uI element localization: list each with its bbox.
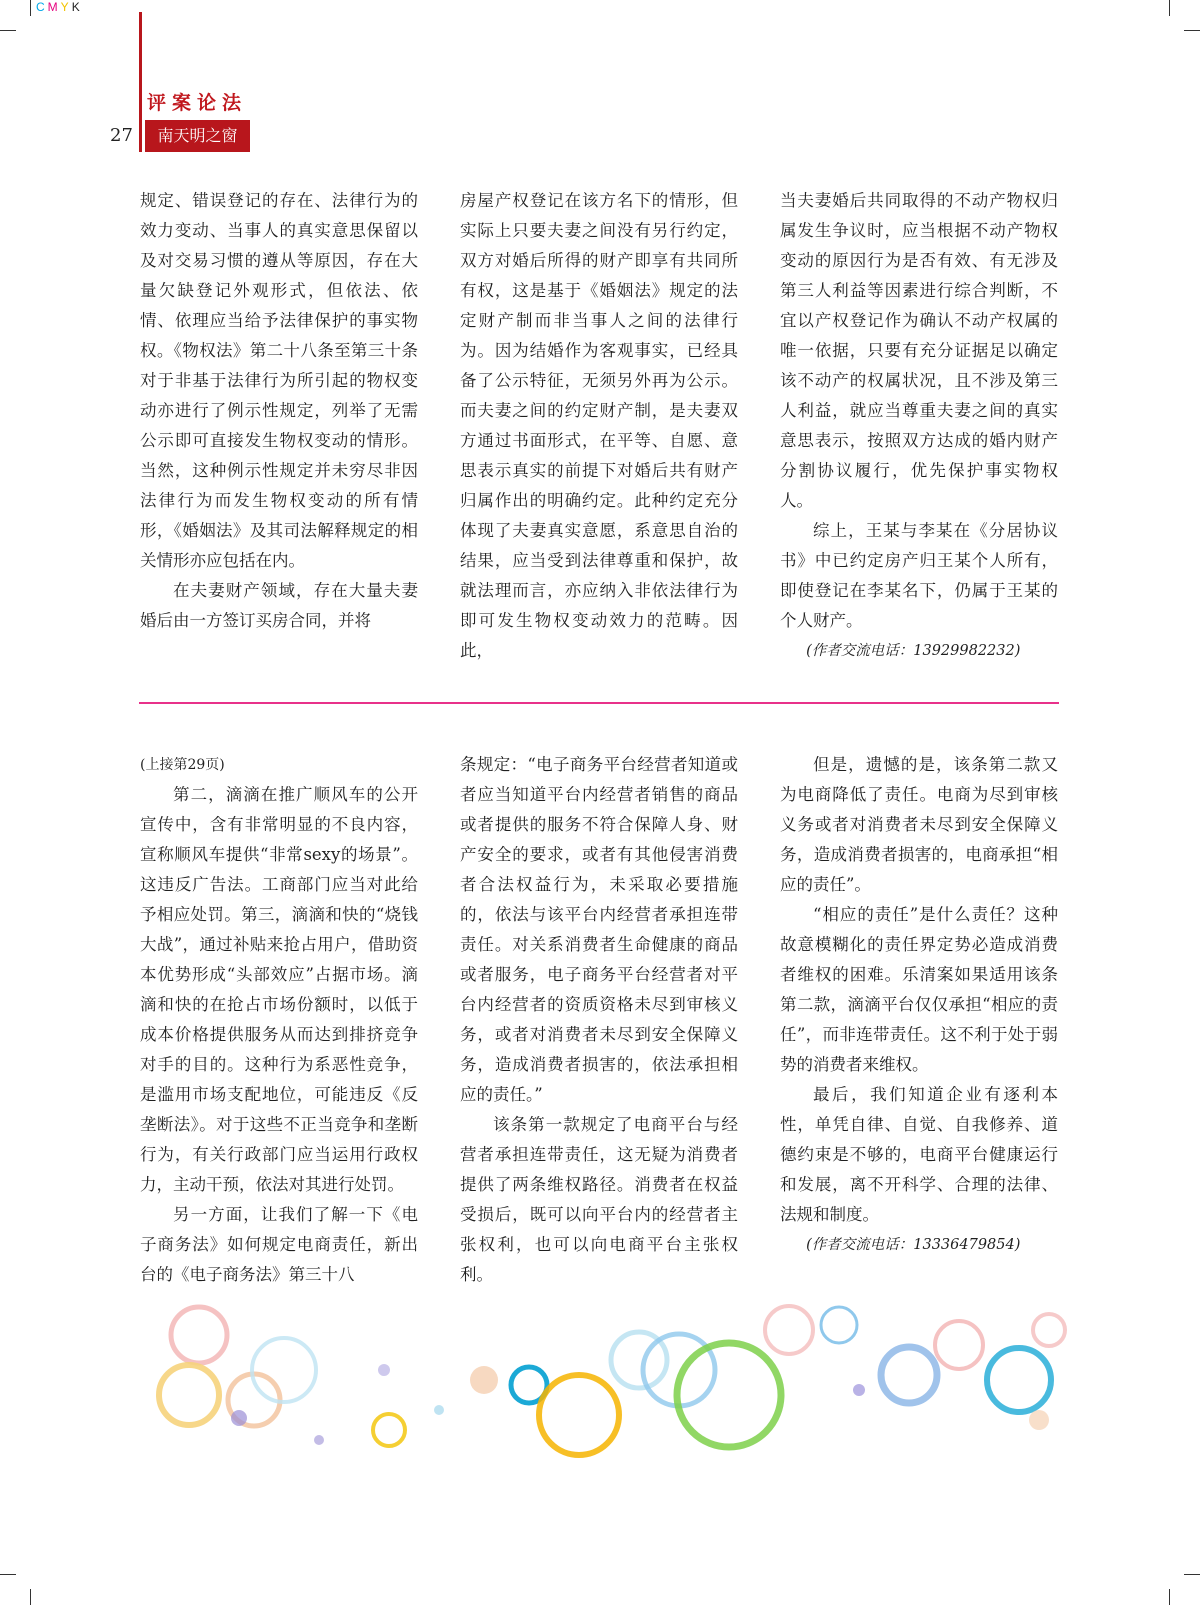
crop-mark: [30, 1589, 31, 1605]
article2-column-3: [780, 750, 1058, 1260]
paragraph: 条规定：“电子商务平台经营者知道或者应当知道平台内经营者销售的商品或者提供的服务不符合保障人身、财产安全的要求，或者有其他侵害消费者合法权益行为，未采取必要措施的，依法与该平台内经营者承担连带责任。对关系消费者生命健康的商品或者服务，电子商务平台经营者对平台内经营者的资质资格未尽到审核义务，或者对消费者未尽到安全保障义务，造成消费者损害的，依法承担相应的责任。”: [460, 755, 738, 1104]
paragraph: 房屋产权登记在该方名下的情形，但实际上只要夫妻之间没有另行约定，双方对婚后所得的财产即享有共同所有权，这是基于《婚姻法》规定的法定财产制而非当事人之间的法律行为。因为结婚作为客观事实，已经具备了公示特征，无须另外再为公示。而夫妻之间的约定财产制，是夫妻双方通过书面形式，在平等、自愿、意思表示真实的前提下对婚后共有财产归属作出的明确约定。此种约定充分体现了夫妻真实意愿，系意思自治的结果，应当受到法律尊重和保护，故就法理而言，亦应纳入非依法律行为即可发生物权变动效力的范畴。因此，: [460, 191, 738, 660]
crop-mark: [1169, 1589, 1170, 1605]
section-title: 评案论法: [147, 92, 248, 114]
decorative-circles-graphic: [139, 1300, 1067, 1470]
paragraph: 但是，遗憾的是，该条第二款又为电商降低了责任。电商为尽到审核义务或者对消费者未尽到安全保障义务，造成消费者损害的，电商承担“相应的责任”。: [780, 755, 1058, 894]
column-name-badge: 南天明之窗: [145, 120, 250, 152]
paragraph: 规定、错误登记的存在、法律行为的效力变动、当事人的真实意思保留以及对交易习惯的遵从等原因，存在大量欠缺登记外观形式，但依法、依情、依理应当给予法律保护的事实物权。《物权法》第二十八条至第三十条对于非基于法律行为所引起的物权变动亦进行了例示性规定，列举了无需公示即可直接发生物权变动的情形。当然，这种例示性规定并未穷尽非因法律行为而发生物权变动的所有情形，《婚姻法》及其司法解释规定的相关情形亦应包括在内。: [140, 191, 418, 570]
page-number: 27: [110, 125, 133, 146]
paragraph: “相应的责任”是什么责任？这种故意模糊化的责任界定势必造成消费者维权的困难。乐清案如果适用该条第二款，滴滴平台仅仅承担“相应的责任”，而非连带责任。这不利于处于弱势的消费者来维权。: [780, 905, 1058, 1074]
article2-column-1: [140, 750, 418, 1290]
paragraph: 该条第一款规定了电商平台与经营者承担连带责任，这无疑为消费者提供了两条维权路径。消费者在权益受损后，既可以向平台内的经营者主张权利，也可以向电商平台主张权利。: [460, 1115, 738, 1284]
crop-mark: [0, 1574, 16, 1575]
paragraph: 最后，我们知道企业有逐利本性，单凭自律、自觉、自我修养、道德约束是不够的，电商平台健康运行和发展，离不开科学、合理的法律、法规和制度。: [780, 1085, 1058, 1224]
article1-column-3: [780, 186, 1058, 666]
crop-mark: [1169, 0, 1170, 16]
crop-mark: [30, 0, 31, 16]
crop-mark: [1184, 30, 1200, 31]
article1-column-1: [140, 186, 418, 636]
header-red-bar: [139, 12, 142, 152]
paragraph: 另一方面，让我们了解一下《电子商务法》如何规定电商责任，新出台的《电子商务法》第三十八: [140, 1205, 418, 1284]
cmyk-mark: CMYK: [36, 0, 83, 14]
section-divider: [139, 702, 1059, 704]
continued-note: (上接第29页): [140, 757, 225, 773]
crop-mark: [1184, 1574, 1200, 1575]
paragraph: 当夫妻婚后共同取得的不动产物权归属发生争议时，应当根据不动产物权变动的原因行为是否有效、有无涉及第三人利益等因素进行综合判断，不宜以产权登记作为确认不动产权属的唯一依据，只要有充分证据足以确定该不动产的权属状况，且不涉及第三人利益，就应当尊重夫妻之间的真实意思表示，按照双方达成的婚内财产分割协议履行，优先保护事实物权人。: [780, 191, 1058, 510]
paragraph: 第二，滴滴在推广顺风车的公开宣传中，含有非常明显的不良内容，宣称顺风车提供“非常sexy的场景”。这违反广告法。工商部门应当对此给予相应处罚。第三，滴滴和快的“烧钱大战”，通过补贴来抢占用户，借助资本优势形成“头部效应”占据市场。滴滴和快的在抢占市场份额时，以低于成本价格提供服务从而达到排挤竞争对手的目的。这种行为系恶性竞争，是滥用市场支配地位，可能违反《反垄断法》。对于这些不正当竞争和垄断行为，有关行政部门应当运用行政权力，主动干预，依法对其进行处罚。: [140, 785, 418, 1194]
author-contact: (作者交流电话：13929982232): [806, 643, 1021, 659]
paragraph: 综上，王某与李某在《分居协议书》中已约定房产归王某个人所有，即使登记在李某名下，仍属于王某的个人财产。: [780, 521, 1058, 630]
author-contact: (作者交流电话：13336479854): [806, 1237, 1021, 1253]
paragraph: 在夫妻财产领域，存在大量夫妻婚后由一方签订买房合同，并将: [140, 581, 418, 630]
article1-column-2: [460, 186, 738, 666]
article2-column-2: [460, 750, 738, 1290]
crop-mark: [0, 30, 16, 31]
